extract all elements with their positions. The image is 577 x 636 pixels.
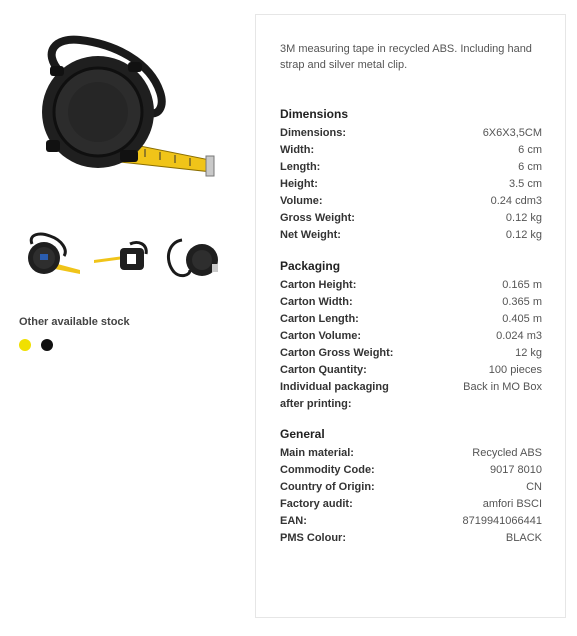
section-title: Packaging [280, 259, 341, 273]
section-title: General [280, 427, 325, 441]
spec-row: Carton Length: 0.405 m [280, 313, 542, 325]
spec-row: Gross Weight: 0.12 kg [280, 212, 542, 224]
product-main-image[interactable] [20, 22, 230, 207]
color-swatch-yellow[interactable] [19, 339, 31, 351]
spec-row: Individual packaging after printing: Back in MO Box [280, 381, 542, 410]
spec-row: Dimensions: 6X6X3,5CM [280, 127, 542, 139]
spec-row: Volume: 0.24 cdm3 [280, 195, 542, 207]
section-title: Dimensions [280, 107, 349, 121]
spec-row: Net Weight: 0.12 kg [280, 229, 542, 241]
spec-row: Factory audit: amfori BSCI [280, 498, 542, 510]
spec-row: Carton Quantity: 100 pieces [280, 364, 542, 376]
spec-row: Commodity Code: 9017 8010 [280, 464, 542, 476]
product-thumbnail-3[interactable] [160, 226, 222, 286]
spec-row: Length: 6 cm [280, 161, 542, 173]
spec-row: Carton Height: 0.165 m [280, 279, 542, 291]
general-section [280, 427, 542, 547]
packaging-section [280, 259, 542, 413]
spec-row: Main material: Recycled ABS [280, 447, 542, 459]
spec-row: Width: 6 cm [280, 144, 542, 156]
product-specs-panel [255, 14, 566, 618]
spec-row: Carton Volume: 0.024 m3 [280, 330, 542, 342]
product-thumbnail-1[interactable] [20, 226, 82, 286]
color-swatch-black[interactable] [41, 339, 53, 351]
spec-row: Carton Gross Weight: 12 kg [280, 347, 542, 359]
spec-row: Carton Width: 0.365 m [280, 296, 542, 308]
product-description: 3M measuring tape in recycled ABS. Including hand strap and silver metal clip. [280, 43, 532, 71]
product-thumbnail-2[interactable] [90, 226, 152, 286]
spec-row: EAN: 8719941066441 [280, 515, 542, 527]
other-stock-label: Other available stock [19, 316, 130, 328]
spec-row: Country of Origin: CN [280, 481, 542, 493]
dimensions-section [280, 107, 542, 244]
spec-row: PMS Colour: BLACK [280, 532, 542, 544]
spec-row: Height: 3.5 cm [280, 178, 542, 190]
